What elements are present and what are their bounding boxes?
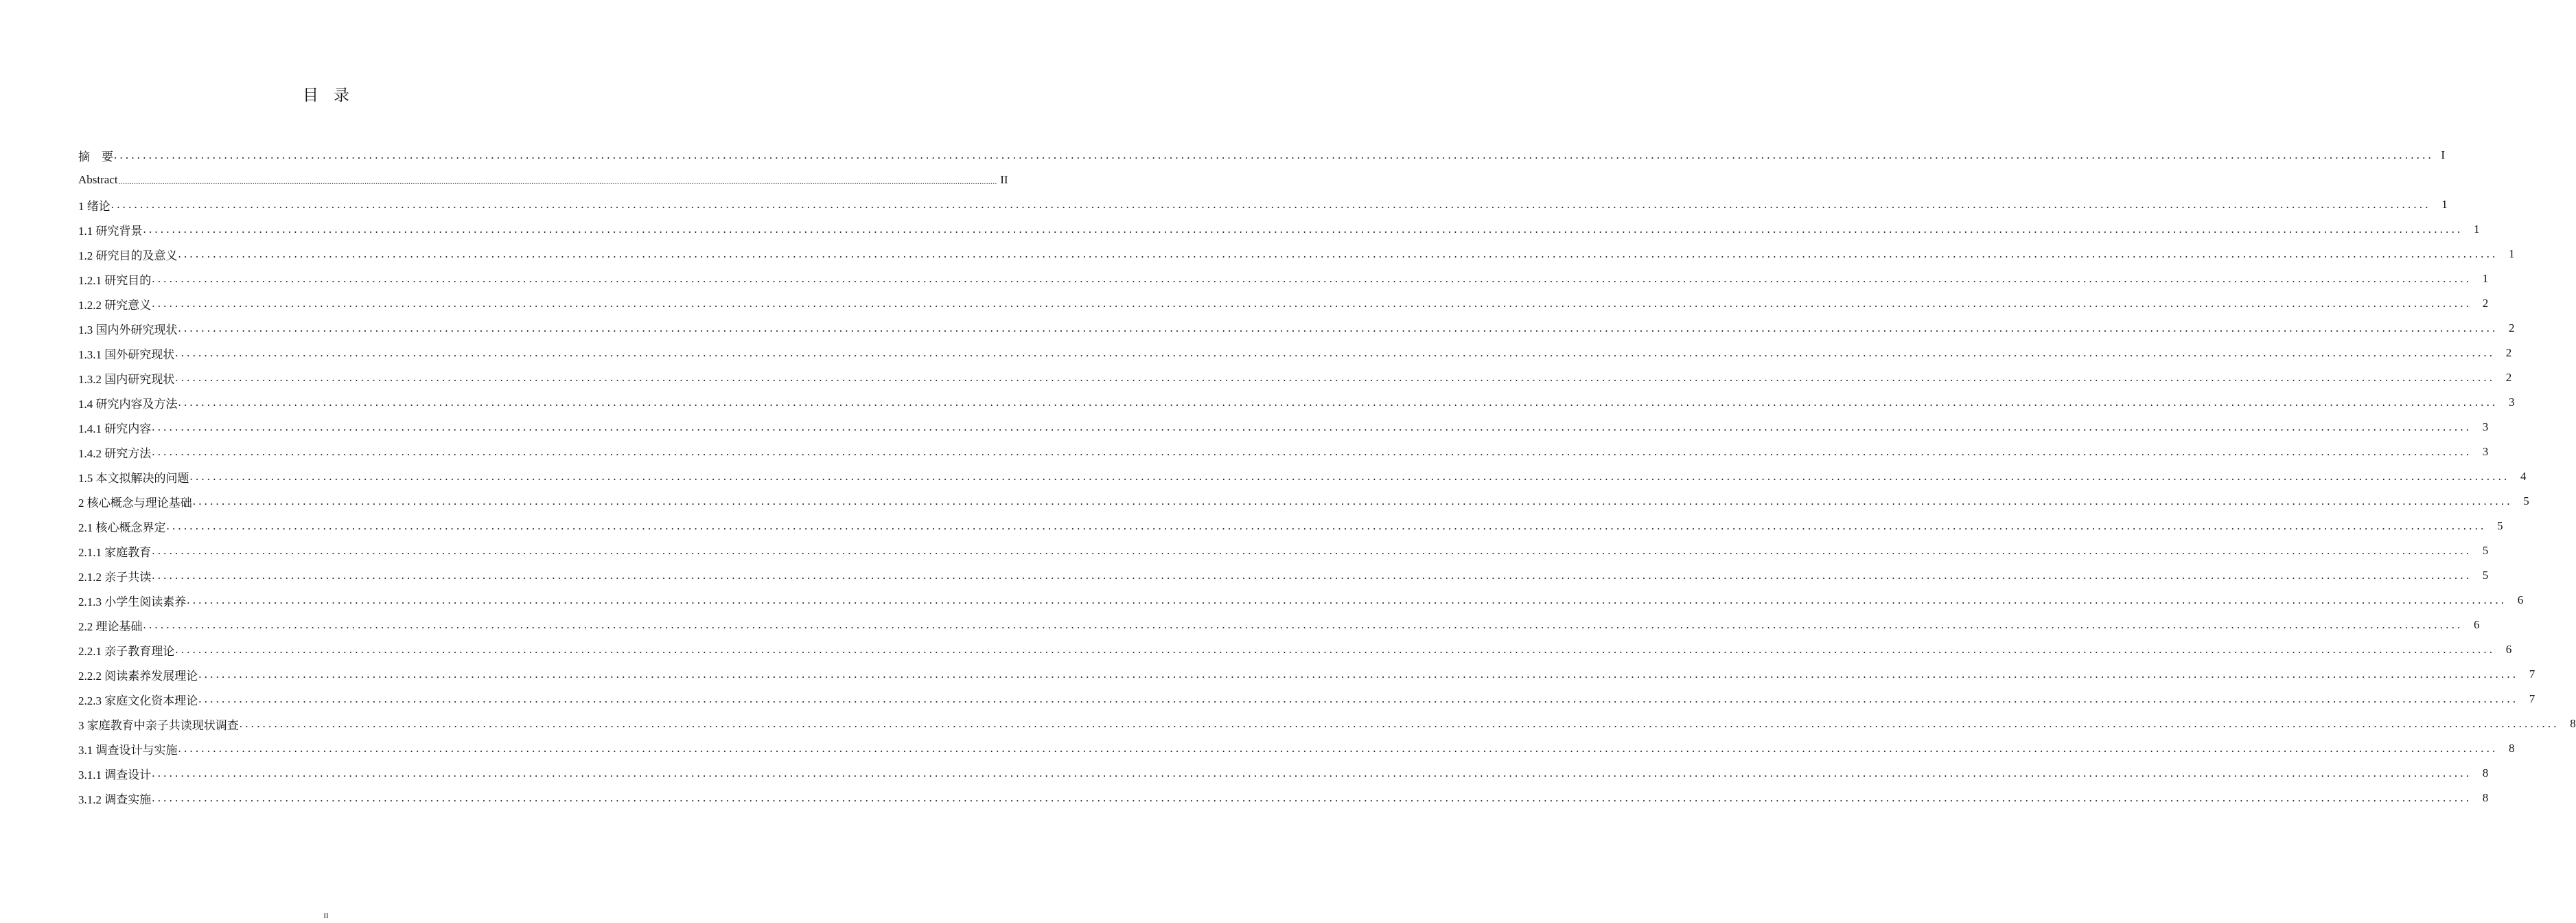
toc-entry[interactable] [78, 464, 2527, 489]
toc-entry-page: 2 [2509, 321, 2515, 334]
toc-entry-page: 4 [2520, 470, 2527, 483]
toc-entry-page: 5 [2482, 544, 2489, 557]
toc-entry-page: 1 [2509, 247, 2515, 260]
toc-entry[interactable] [78, 687, 2536, 711]
toc-entry-label: 2.1 核心概念界定 [78, 521, 166, 534]
toc-entry-label: 1.2.1 研究目的 [78, 273, 152, 287]
toc-entry-label: 1.3 国内外研究现状 [78, 323, 178, 337]
toc-entry-page: 6 [2505, 643, 2512, 656]
toc-entry[interactable] [78, 736, 2515, 761]
toc-dot-leader: ................................................................................................................................................................................................................................................................................................................................................................................................................ [192, 494, 2513, 508]
toc-dot-leader: ................................................................................................................................................................................................................................................................................................................................................................................................................ [189, 470, 2510, 483]
page-title [0, 82, 652, 105]
toc-entry[interactable] [78, 316, 2515, 341]
toc-entry-page: 8 [2570, 717, 2576, 730]
toc-entry[interactable] [78, 613, 2480, 637]
toc-entry[interactable] [78, 489, 2529, 514]
toc-entry[interactable] [78, 786, 2489, 810]
toc-entry[interactable] [78, 242, 2515, 266]
toc-entry-label: 1.4.1 研究内容 [78, 422, 152, 435]
toc-entry-label: 1.2 研究目的及意义 [78, 249, 178, 262]
toc-entry-label: 2.2.1 亲子教育理论 [78, 644, 175, 658]
toc-entry-page: 2 [2482, 297, 2489, 310]
toc-dot-leader: ................................................................................................................................................................................................................................................................................................................................................................................................................ [152, 272, 2472, 285]
toc-dot-leader: ................................................................................................................................................................................................................................................................................................................................................................................................................ [175, 643, 2496, 656]
toc-entry-page: 6 [2474, 618, 2480, 631]
toc-dot-leader: ................................................................................................................................................................................................................................................................................................................................................................................................................ [143, 618, 2463, 631]
toc-entry-page: 3 [2482, 445, 2489, 458]
toc-entry-label: 2.1.2 亲子共读 [78, 570, 152, 584]
toc-entry-label: 1.2.2 研究意义 [78, 298, 152, 312]
toc-entry-page: 3 [2482, 420, 2489, 433]
toc-entry-label: 1.4 研究内容及方法 [78, 397, 178, 411]
toc-entry[interactable] [78, 341, 2512, 365]
toc-entry[interactable] [78, 291, 2489, 316]
toc-dot-leader: ................................................................................................................................................................................................................................................................................................................................................................................................................ [152, 569, 2472, 582]
toc-entry-label: 2.2 理论基础 [78, 619, 143, 633]
toc-entry-page: II [1000, 173, 1008, 186]
toc-dot-leader: ................................................................................................................................................................................................................................................................................................................................................................................................................ [187, 593, 2507, 606]
toc-entry-page: 7 [2529, 668, 2536, 681]
toc-entry-label: 1.1 研究背景 [78, 224, 143, 238]
toc-dot-leader: ................................................................................................................................................................................................................................................................................................................................................................................................................ [198, 692, 2519, 705]
toc-dot-leader: ................................................................................................................................................................................................................................................................................................................................................................................................................ [114, 148, 2434, 161]
toc-dot-leader: ................................................................................................................................................................................................................................................................................................................................................................................................................ [118, 176, 997, 186]
toc-entry-page: 5 [2482, 569, 2489, 582]
toc-entry-page: 1 [2482, 272, 2489, 285]
toc-dot-leader: ................................................................................................................................................................................................................................................................................................................................................................................................................ [178, 396, 2498, 409]
toc-entry[interactable] [78, 538, 2489, 563]
toc-entry-label: 3.1.1 调查设计 [78, 768, 152, 782]
toc-dot-leader: ................................................................................................................................................................................................................................................................................................................................................................................................................ [198, 668, 2519, 681]
toc-entry[interactable] [78, 390, 2515, 415]
toc-dot-leader: ................................................................................................................................................................................................................................................................................................................................................................................................................ [175, 371, 2496, 384]
toc-entry[interactable] [78, 514, 2503, 538]
toc-entry-page: 1 [2441, 198, 2448, 211]
toc-entry-label: 2.2.2 阅读素养发展理论 [78, 669, 198, 683]
table-of-contents [78, 143, 2576, 810]
toc-dot-leader: ................................................................................................................................................................................................................................................................................................................................................................................................................ [152, 544, 2472, 557]
toc-entry-page: 8 [2482, 791, 2489, 804]
toc-entry-label: 1.4.2 研究方法 [78, 446, 152, 460]
page-number-footer: II [323, 912, 329, 920]
toc-dot-leader: ................................................................................................................................................................................................................................................................................................................................................................................................................ [152, 791, 2472, 804]
toc-entry[interactable] [78, 365, 2512, 390]
toc-entry-label: 1.3.2 国内研究现状 [78, 372, 175, 386]
toc-dot-leader: ................................................................................................................................................................................................................................................................................................................................................................................................................ [178, 247, 2498, 260]
toc-entry-label: 1.3.1 国外研究现状 [78, 347, 175, 361]
toc-dot-leader: ................................................................................................................................................................................................................................................................................................................................................................................................................ [152, 297, 2472, 310]
toc-entry[interactable] [78, 192, 2448, 217]
title-char-1: 目 [303, 87, 318, 104]
toc-entry-page: 2 [2505, 371, 2512, 384]
toc-entry[interactable] [78, 168, 1008, 192]
toc-dot-leader: ................................................................................................................................................................................................................................................................................................................................................................................................................ [152, 445, 2472, 458]
toc-entry-label: 1 绪论 [78, 199, 111, 213]
toc-entry[interactable] [78, 588, 2524, 613]
toc-entry-label: 1.5 本文拟解决的问题 [78, 471, 189, 485]
toc-dot-leader: ................................................................................................................................................................................................................................................................................................................................................................................................................ [178, 742, 2498, 755]
toc-dot-leader: ................................................................................................................................................................................................................................................................................................................................................................................................................ [166, 519, 2487, 532]
toc-entry[interactable] [78, 266, 2489, 291]
toc-entry-page: 8 [2509, 742, 2515, 755]
toc-entry[interactable] [78, 217, 2480, 242]
toc-entry-page: 7 [2529, 692, 2536, 705]
toc-entry[interactable] [78, 662, 2536, 687]
toc-entry-page: 6 [2517, 593, 2524, 606]
toc-entry-page: 8 [2482, 766, 2489, 779]
toc-dot-leader: ................................................................................................................................................................................................................................................................................................................................................................................................................ [175, 346, 2496, 359]
toc-entry-label: 3 家庭教育中亲子共读现状调查 [78, 718, 239, 732]
toc-entry-label: 2.1.3 小学生阅读素养 [78, 595, 187, 608]
toc-entry[interactable] [78, 637, 2512, 662]
toc-entry-label: 3.1.2 调查实施 [78, 793, 152, 806]
toc-dot-leader: ................................................................................................................................................................................................................................................................................................................................................................................................................ [111, 198, 2431, 211]
toc-entry[interactable] [78, 440, 2489, 464]
toc-entry-page: 3 [2509, 396, 2515, 409]
toc-entry-page: 5 [2523, 494, 2529, 508]
toc-entry-page: I [2441, 148, 2445, 161]
toc-dot-leader: ................................................................................................................................................................................................................................................................................................................................................................................................................ [239, 717, 2560, 730]
toc-entry[interactable] [78, 761, 2489, 786]
title-char-2: 录 [334, 87, 349, 104]
toc-entry[interactable] [78, 711, 2576, 736]
toc-entry-label: Abstract [78, 173, 118, 186]
toc-entry[interactable] [78, 563, 2489, 588]
toc-dot-leader: ................................................................................................................................................................................................................................................................................................................................................................................................................ [178, 321, 2498, 334]
toc-dot-leader: ................................................................................................................................................................................................................................................................................................................................................................................................................ [143, 223, 2463, 236]
toc-dot-leader: ................................................................................................................................................................................................................................................................................................................................................................................................................ [152, 420, 2472, 433]
toc-entry-label: 2.2.3 家庭文化资本理论 [78, 694, 198, 707]
toc-entry-label: 2 核心概念与理论基础 [78, 496, 192, 510]
toc-entry-page: 1 [2474, 223, 2480, 236]
toc-dot-leader: ................................................................................................................................................................................................................................................................................................................................................................................................................ [152, 766, 2472, 779]
toc-entry-page: 5 [2497, 519, 2503, 532]
toc-entry[interactable] [78, 415, 2489, 440]
toc-entry[interactable] [78, 143, 2445, 168]
toc-entry-label: 2.1.1 家庭教育 [78, 545, 152, 559]
toc-entry-label: 摘 要 [78, 150, 113, 163]
toc-entry-page: 2 [2505, 346, 2512, 359]
toc-entry-label: 3.1 调查设计与实施 [78, 743, 178, 757]
